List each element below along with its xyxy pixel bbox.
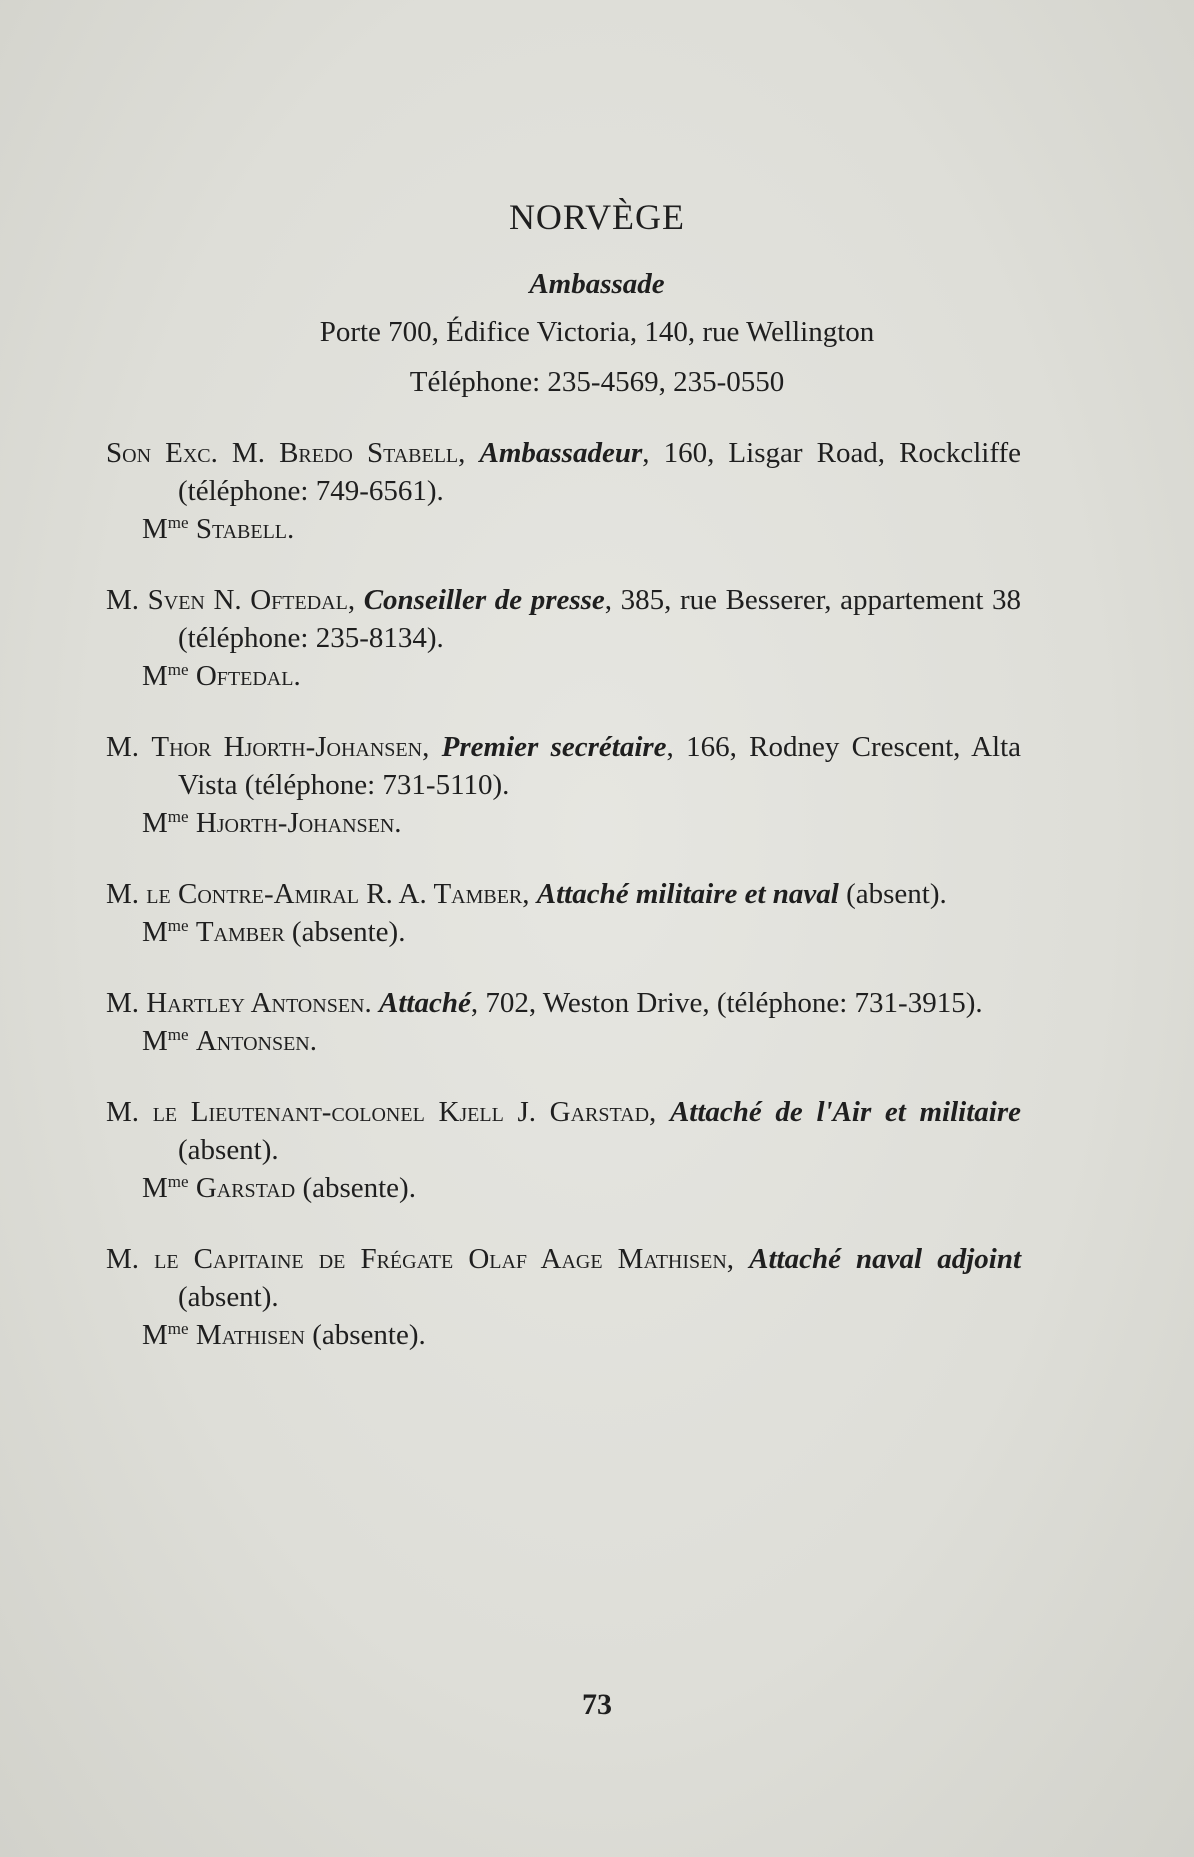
- staff-details: , 702, Weston Drive, (téléphone: 731-3915).: [470, 987, 983, 1019]
- staff-prefix: Son Exc. M.: [106, 437, 265, 469]
- embassy-address: Porte 700, Édifice Victoria, 140, rue Wellington: [319, 316, 875, 348]
- staff-prefix: M.: [106, 987, 140, 1019]
- staff-list: [106, 434, 1021, 1387]
- staff-title: Attaché: [378, 987, 471, 1019]
- staff-line: M. Hartley Antonsen. Attaché, 702, Weston Drive, (téléphone: 731-3915).: [106, 987, 983, 1019]
- staff-name: le Contre-Amiral R. A. Tamber: [146, 878, 523, 910]
- spouse-name: Stabell: [195, 513, 288, 545]
- country-heading: NORVÈGE: [508, 197, 686, 237]
- staff-details: (absent).: [178, 1134, 279, 1166]
- spouse-prefix: $M^{me}$: [142, 1319, 189, 1351]
- staff-line: Son Exc. M. Bredo Stabell, Ambassadeur, 160, Lisgar Road, Rockcliffe (téléphone: 749-6561).: [106, 437, 1022, 507]
- staff-name: Sven N. Oftedal: [147, 584, 348, 616]
- staff-line: M. le Capitaine de Frégate Olaf Aage Mathisen, Attaché naval adjoint (absent).: [106, 1243, 1022, 1313]
- spouse-suffix: .: [309, 1025, 317, 1057]
- spouse-line: [106, 1316, 1021, 1354]
- spouse-line: [106, 510, 1021, 548]
- staff-line: M. Sven N. Oftedal, Conseiller de presse, 385, rue Besserer, appartement 38 (téléphone: 235-8134).: [106, 584, 1022, 654]
- spouse-prefix: $M^{me}$: [142, 1025, 189, 1057]
- spouse-line: [106, 1169, 1021, 1207]
- staff-entry: [106, 1093, 1021, 1207]
- staff-entry: [106, 434, 1021, 548]
- embassy-telephone: Téléphone: 235-4569, 235-0550: [409, 366, 785, 398]
- spouse-name: Hjorth-Johansen: [195, 807, 395, 839]
- spouse-prefix: $M^{me}$: [142, 660, 189, 692]
- staff-entry: [106, 875, 1021, 951]
- staff-title: Premier secrétaire: [441, 731, 667, 763]
- staff-details: (absent).: [838, 878, 947, 910]
- staff-line: M. le Contre-Amiral R. A. Tamber, Attaché militaire et naval (absent).: [106, 878, 947, 910]
- staff-entry: [106, 1240, 1021, 1354]
- staff-details: , 160, Lisgar Road, Rockcliffe (téléphone: 749-6561).: [178, 437, 1022, 507]
- spouse-name: Tamber: [195, 916, 285, 948]
- staff-prefix: M.: [106, 731, 140, 763]
- spouse-line: [106, 804, 1021, 842]
- spouse-line: [106, 1022, 1021, 1060]
- staff-entry: [106, 984, 1021, 1060]
- spouse-suffix: (absente).: [284, 916, 406, 948]
- spouse-prefix: $M^{me}$: [142, 1172, 189, 1204]
- spouse-name: Mathisen: [195, 1319, 305, 1351]
- staff-name: le Lieutenant-colonel Kjell J. Garstad: [152, 1096, 650, 1128]
- staff-title: Ambassadeur: [479, 437, 643, 469]
- staff-title: Attaché militaire et naval: [536, 878, 839, 910]
- spouse-line: [106, 657, 1021, 695]
- staff-name: Bredo Stabell: [279, 437, 459, 469]
- staff-prefix: M.: [106, 1096, 140, 1128]
- spouse-suffix: (absente).: [304, 1319, 426, 1351]
- staff-name: le Capitaine de Frégate Olaf Aage Mathisen: [154, 1243, 727, 1275]
- staff-title: Attaché naval adjoint: [749, 1243, 1022, 1275]
- staff-name: Hartley Antonsen: [146, 987, 365, 1019]
- mission-type: Ambassade: [529, 268, 665, 300]
- spouse-name: Oftedal: [195, 660, 294, 692]
- spouse-name: Antonsen: [195, 1025, 310, 1057]
- staff-prefix: M.: [106, 878, 140, 910]
- staff-title: Conseiller de presse: [363, 584, 605, 616]
- staff-entry: [106, 581, 1021, 695]
- staff-title: Attaché de l'Air et militaire: [669, 1096, 1021, 1128]
- spouse-prefix: $M^{me}$: [142, 807, 189, 839]
- staff-details: (absent).: [178, 1281, 279, 1313]
- staff-entry: [106, 728, 1021, 842]
- spouse-suffix: .: [287, 513, 295, 545]
- staff-line: M. le Lieutenant-colonel Kjell J. Garstad, Attaché de l'Air et militaire (absent).: [106, 1096, 1021, 1166]
- staff-details: , 385, rue Besserer, appartement 38 (téléphone: 235-8134).: [178, 584, 1022, 654]
- staff-details: , 166, Rodney Crescent, Alta Vista (téléphone: 731-5110).: [178, 731, 1022, 801]
- staff-prefix: M.: [106, 1243, 140, 1275]
- staff-line: M. Thor Hjorth-Johansen, Premier secrétaire, 166, Rodney Crescent, Alta Vista (téléphone: 731-5110).: [106, 731, 1022, 801]
- staff-prefix: M.: [106, 584, 140, 616]
- spouse-line: [106, 913, 1021, 951]
- page-number: 73: [582, 1688, 612, 1721]
- spouse-name: Garstad: [195, 1172, 296, 1204]
- spouse-prefix: $M^{me}$: [142, 513, 189, 545]
- spouse-suffix: .: [394, 807, 402, 839]
- spouse-suffix: .: [293, 660, 301, 692]
- staff-name: Thor Hjorth-Johansen: [151, 731, 423, 763]
- spouse-prefix: $M^{me}$: [142, 916, 189, 948]
- spouse-suffix: (absente).: [295, 1172, 416, 1204]
